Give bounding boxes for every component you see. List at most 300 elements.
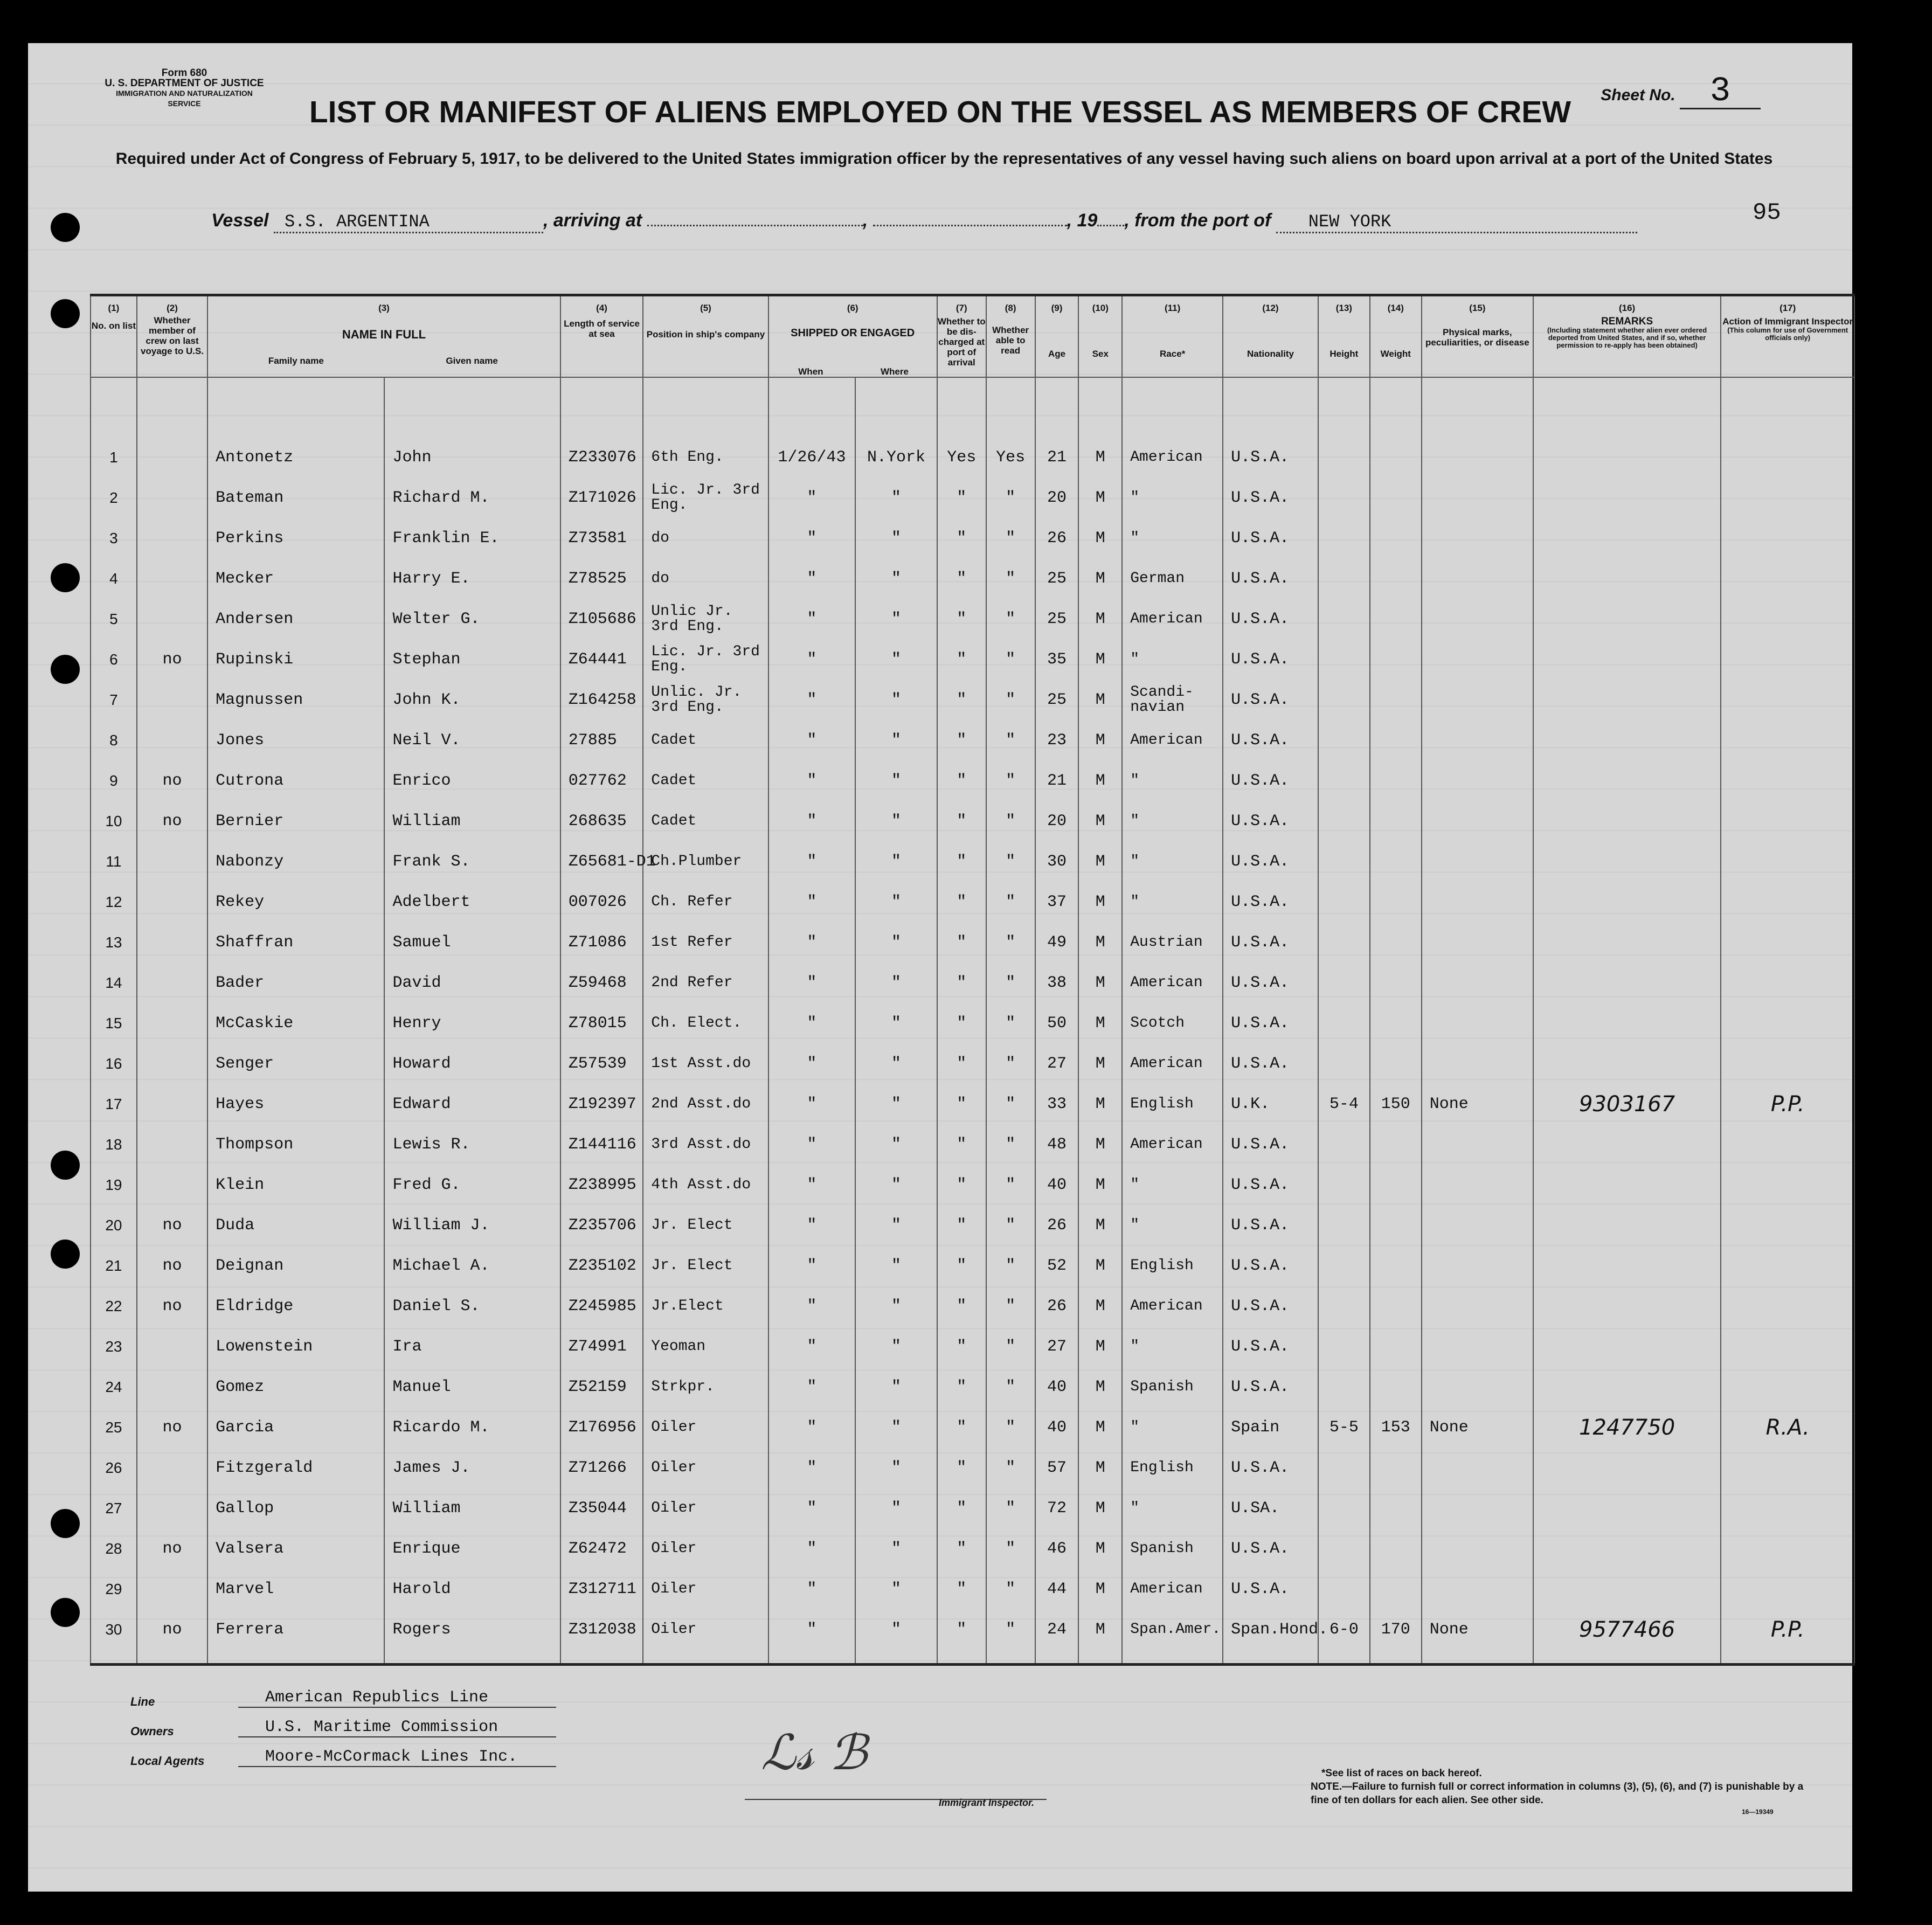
- inspector-action-cell: [1721, 1286, 1854, 1326]
- nationality-cell: U.S.A.: [1223, 1448, 1318, 1488]
- row-number: 6: [91, 639, 137, 680]
- shipped-where-cell: ": [855, 1569, 937, 1609]
- position-cell: Unlic Jr. 3rd Eng.: [643, 599, 768, 639]
- race-cell: ": [1122, 801, 1223, 841]
- sex-cell: M: [1078, 720, 1122, 760]
- given-name-cell: Edward: [384, 1084, 560, 1124]
- remarks-cell: [1533, 1569, 1721, 1609]
- height-cell: [1318, 882, 1370, 922]
- given-name-cell: Daniel S.: [384, 1286, 560, 1326]
- weight-cell: [1370, 1165, 1422, 1205]
- height-cell: [1318, 1326, 1370, 1367]
- prev-voyage-cell: [137, 518, 207, 558]
- position-cell: Cadet: [643, 801, 768, 841]
- row-number: 18: [91, 1124, 137, 1165]
- discharged-cell: ": [937, 518, 986, 558]
- shipped-when-cell: ": [768, 1407, 856, 1448]
- line-value: American Republics Line: [238, 1688, 556, 1708]
- given-name-cell: William: [384, 801, 560, 841]
- inspector-action-cell: [1721, 1367, 1854, 1407]
- physical-marks-cell: [1422, 1488, 1533, 1528]
- height-cell: [1318, 680, 1370, 720]
- row-number: 5: [91, 599, 137, 639]
- nationality-cell: Spain: [1223, 1407, 1318, 1448]
- able-to-read-cell: ": [986, 1084, 1035, 1124]
- inspector-action-cell: P.P.: [1721, 1084, 1854, 1124]
- race-cell: German: [1122, 558, 1223, 599]
- sheet-number-label: Sheet No.: [1601, 86, 1675, 104]
- weight-cell: [1370, 801, 1422, 841]
- position-cell: 6th Eng.: [643, 437, 768, 477]
- position-cell: Oiler: [643, 1407, 768, 1448]
- prev-voyage-cell: [137, 1165, 207, 1205]
- family-name-cell: Perkins: [207, 518, 384, 558]
- year-label: 19: [1077, 210, 1098, 231]
- prev-voyage-cell: [137, 680, 207, 720]
- height-cell: 5-5: [1318, 1407, 1370, 1448]
- inspector-action-cell: [1721, 801, 1854, 841]
- shipped-where-cell: N.York: [855, 437, 937, 477]
- prev-voyage-cell: no: [137, 760, 207, 801]
- inspector-action-cell: [1721, 1448, 1854, 1488]
- nationality-cell: U.K.: [1223, 1084, 1318, 1124]
- race-cell: Spanish: [1122, 1528, 1223, 1569]
- position-cell: Jr.Elect: [643, 1286, 768, 1326]
- remarks-cell: [1533, 1326, 1721, 1367]
- sex-cell: M: [1078, 639, 1122, 680]
- service-number-cell: Z192397: [560, 1084, 643, 1124]
- remarks-cell: [1533, 1528, 1721, 1569]
- nationality-cell: U.S.A.: [1223, 963, 1318, 1003]
- remarks-cell: [1533, 963, 1721, 1003]
- inspector-signature: ℒ𝓈 ℬ: [761, 1725, 868, 1781]
- age-cell: 44: [1035, 1569, 1079, 1609]
- prev-voyage-cell: no: [137, 1245, 207, 1286]
- physical-marks-cell: [1422, 1569, 1533, 1609]
- inspector-action-cell: [1721, 1205, 1854, 1245]
- able-to-read-cell: ": [986, 882, 1035, 922]
- age-cell: 26: [1035, 1286, 1079, 1326]
- service-number-cell: 268635: [560, 801, 643, 841]
- remarks-cell: [1533, 599, 1721, 639]
- shipped-when-cell: ": [768, 1084, 856, 1124]
- weight-cell: [1370, 639, 1422, 680]
- nationality-cell: U.S.A.: [1223, 437, 1318, 477]
- weight-cell: [1370, 1528, 1422, 1569]
- able-to-read-cell: ": [986, 639, 1035, 680]
- age-cell: 25: [1035, 599, 1079, 639]
- physical-marks-cell: None: [1422, 1084, 1533, 1124]
- given-name-cell: Fred G.: [384, 1165, 560, 1205]
- sex-cell: M: [1078, 1084, 1122, 1124]
- service-number-cell: 027762: [560, 760, 643, 801]
- shipped-when-cell: ": [768, 1043, 856, 1084]
- sex-cell: M: [1078, 1205, 1122, 1245]
- sex-cell: M: [1078, 760, 1122, 801]
- remarks-cell: [1533, 801, 1721, 841]
- inspector-action-cell: [1721, 963, 1854, 1003]
- prev-voyage-cell: [137, 841, 207, 882]
- given-name-cell: Howard: [384, 1043, 560, 1084]
- inspector-action-cell: [1721, 518, 1854, 558]
- shipped-where-cell: ": [855, 841, 937, 882]
- table-row: [91, 963, 1854, 1003]
- family-name-cell: Klein: [207, 1165, 384, 1205]
- position-cell: Jr. Elect: [643, 1245, 768, 1286]
- weight-cell: [1370, 963, 1422, 1003]
- inspector-action-cell: [1721, 477, 1854, 518]
- weight-cell: [1370, 1488, 1422, 1528]
- vessel-line: Vessel S.S. ARGENTINA , arriving at , , 19 , from the port of NEW YORK: [211, 210, 1637, 233]
- nationality-cell: U.S.A.: [1223, 1205, 1318, 1245]
- shipped-when-cell: ": [768, 1569, 856, 1609]
- age-cell: 40: [1035, 1367, 1079, 1407]
- given-name-cell: Enrico: [384, 760, 560, 801]
- height-cell: [1318, 1488, 1370, 1528]
- physical-marks-cell: [1422, 1003, 1533, 1043]
- table-row: [91, 1528, 1854, 1569]
- family-name-cell: Antonetz: [207, 437, 384, 477]
- given-name-cell: John K.: [384, 680, 560, 720]
- remarks-cell: 9577466: [1533, 1609, 1721, 1650]
- service-number-cell: Z245985: [560, 1286, 643, 1326]
- shipped-where-cell: ": [855, 1488, 937, 1528]
- service-number-cell: Z176956: [560, 1407, 643, 1448]
- discharged-cell: ": [937, 720, 986, 760]
- prev-voyage-cell: [137, 1569, 207, 1609]
- height-cell: [1318, 1003, 1370, 1043]
- shipped-when-cell: ": [768, 477, 856, 518]
- punch-hole: [51, 563, 80, 592]
- family-name-cell: McCaskie: [207, 1003, 384, 1043]
- able-to-read-cell: ": [986, 1003, 1035, 1043]
- race-cell: Span.Amer.: [1122, 1609, 1223, 1650]
- height-cell: [1318, 1124, 1370, 1165]
- form-number: Form 680: [161, 67, 207, 79]
- shipped-where-cell: ": [855, 1043, 937, 1084]
- row-number: 3: [91, 518, 137, 558]
- shipped-where-cell: ": [855, 1367, 937, 1407]
- remarks-cell: [1533, 558, 1721, 599]
- shipped-when-cell: ": [768, 1245, 856, 1286]
- row-number: 2: [91, 477, 137, 518]
- age-cell: 52: [1035, 1245, 1079, 1286]
- vessel-name: S.S. ARGENTINA: [274, 212, 543, 233]
- remarks-cell: [1533, 1003, 1721, 1043]
- weight-cell: [1370, 680, 1422, 720]
- row-number: 22: [91, 1286, 137, 1326]
- weight-cell: [1370, 841, 1422, 882]
- remarks-cell: [1533, 1043, 1721, 1084]
- family-name-cell: Nabonzy: [207, 841, 384, 882]
- table-row: [91, 558, 1854, 599]
- table-row: [91, 1609, 1854, 1650]
- inspector-action-cell: [1721, 1003, 1854, 1043]
- prev-voyage-cell: no: [137, 1407, 207, 1448]
- position-cell: Oiler: [643, 1528, 768, 1569]
- discharged-cell: ": [937, 801, 986, 841]
- given-name-cell: Franklin E.: [384, 518, 560, 558]
- shipped-where-cell: ": [855, 1165, 937, 1205]
- height-cell: [1318, 760, 1370, 801]
- position-cell: do: [643, 518, 768, 558]
- row-number: 17: [91, 1084, 137, 1124]
- discharged-cell: ": [937, 1609, 986, 1650]
- sex-cell: M: [1078, 1043, 1122, 1084]
- family-name-cell: Magnussen: [207, 680, 384, 720]
- service-number-cell: Z233076: [560, 437, 643, 477]
- given-name-cell: Richard M.: [384, 477, 560, 518]
- family-name-cell: Bader: [207, 963, 384, 1003]
- height-cell: [1318, 437, 1370, 477]
- shipped-where-cell: ": [855, 1124, 937, 1165]
- shipped-where-cell: ": [855, 760, 937, 801]
- row-number: 30: [91, 1609, 137, 1650]
- remarks-cell: 1247750: [1533, 1407, 1721, 1448]
- prev-voyage-cell: no: [137, 1528, 207, 1569]
- given-name-cell: Manuel: [384, 1367, 560, 1407]
- remarks-cell: [1533, 680, 1721, 720]
- inspector-action-cell: [1721, 760, 1854, 801]
- table-row: [91, 841, 1854, 882]
- remarks-cell: [1533, 922, 1721, 963]
- weight-cell: [1370, 882, 1422, 922]
- weight-cell: [1370, 1245, 1422, 1286]
- able-to-read-cell: ": [986, 1448, 1035, 1488]
- footer-owners: [130, 1718, 498, 1739]
- physical-marks-cell: [1422, 760, 1533, 801]
- shipped-when-cell: ": [768, 841, 856, 882]
- position-cell: do: [643, 558, 768, 599]
- inspector-action-cell: [1721, 922, 1854, 963]
- discharged-cell: ": [937, 1245, 986, 1286]
- able-to-read-cell: ": [986, 477, 1035, 518]
- inspector-action-cell: [1721, 1124, 1854, 1165]
- weight-cell: [1370, 1124, 1422, 1165]
- weight-cell: [1370, 720, 1422, 760]
- discharged-cell: ": [937, 1528, 986, 1569]
- age-cell: 27: [1035, 1043, 1079, 1084]
- age-cell: 24: [1035, 1609, 1079, 1650]
- physical-marks-cell: [1422, 518, 1533, 558]
- nationality-cell: U.S.A.: [1223, 558, 1318, 599]
- remarks-cell: [1533, 1488, 1721, 1528]
- table-row: [91, 518, 1854, 558]
- remarks-cell: [1533, 720, 1721, 760]
- able-to-read-cell: ": [986, 1407, 1035, 1448]
- remarks-cell: [1533, 760, 1721, 801]
- row-number: 15: [91, 1003, 137, 1043]
- given-name-cell: Lewis R.: [384, 1124, 560, 1165]
- position-cell: Ch. Refer: [643, 882, 768, 922]
- position-cell: Lic. Jr. 3rd Eng.: [643, 477, 768, 518]
- punch-hole: [51, 1240, 80, 1269]
- service-number-cell: Z71086: [560, 922, 643, 963]
- height-cell: [1318, 1286, 1370, 1326]
- nationality-cell: U.S.A.: [1223, 1165, 1318, 1205]
- race-cell: American: [1122, 720, 1223, 760]
- remarks-cell: [1533, 477, 1721, 518]
- prev-voyage-cell: [137, 1367, 207, 1407]
- nationality-cell: U.S.A.: [1223, 1367, 1318, 1407]
- position-cell: Cadet: [643, 720, 768, 760]
- weight-cell: [1370, 437, 1422, 477]
- table-row: [91, 1205, 1854, 1245]
- race-cell: ": [1122, 1205, 1223, 1245]
- nationality-cell: U.S.A.: [1223, 1286, 1318, 1326]
- discharged-cell: ": [937, 1084, 986, 1124]
- race-cell: ": [1122, 1488, 1223, 1528]
- prev-voyage-cell: [137, 1448, 207, 1488]
- row-number: 4: [91, 558, 137, 599]
- race-cell: Spanish: [1122, 1367, 1223, 1407]
- table-row: [91, 1286, 1854, 1326]
- weight-cell: [1370, 1043, 1422, 1084]
- height-cell: [1318, 922, 1370, 963]
- sex-cell: M: [1078, 841, 1122, 882]
- manifest-sheet: [28, 43, 1852, 1892]
- physical-marks-cell: [1422, 680, 1533, 720]
- weight-cell: [1370, 518, 1422, 558]
- physical-marks-cell: [1422, 1245, 1533, 1286]
- shipped-when-cell: ": [768, 599, 856, 639]
- col-age-header: (9) Age: [1035, 295, 1079, 378]
- age-cell: 49: [1035, 922, 1079, 963]
- service-number-cell: Z62472: [560, 1528, 643, 1569]
- given-name-cell: Welter G.: [384, 599, 560, 639]
- table-row: [91, 1124, 1854, 1165]
- discharged-cell: ": [937, 882, 986, 922]
- prev-voyage-cell: [137, 1084, 207, 1124]
- able-to-read-cell: ": [986, 1124, 1035, 1165]
- physical-marks-cell: [1422, 639, 1533, 680]
- nationality-cell: U.S.A.: [1223, 1569, 1318, 1609]
- remarks-cell: [1533, 1205, 1721, 1245]
- able-to-read-cell: ": [986, 1569, 1035, 1609]
- height-cell: [1318, 558, 1370, 599]
- table-row: [91, 1084, 1854, 1124]
- nationality-cell: U.S.A.: [1223, 760, 1318, 801]
- service-number-cell: Z74991: [560, 1326, 643, 1367]
- race-cell: English: [1122, 1084, 1223, 1124]
- age-cell: 30: [1035, 841, 1079, 882]
- service-number-cell: Z59468: [560, 963, 643, 1003]
- inspector-action-cell: [1721, 1488, 1854, 1528]
- table-row: [91, 882, 1854, 922]
- weight-cell: [1370, 1205, 1422, 1245]
- remarks-cell: [1533, 882, 1721, 922]
- col-service-header: (4) Length of service at sea: [560, 295, 643, 378]
- weight-cell: 150: [1370, 1084, 1422, 1124]
- family-name-cell: Thompson: [207, 1124, 384, 1165]
- discharged-cell: ": [937, 1003, 986, 1043]
- given-name-cell: David: [384, 963, 560, 1003]
- shipped-where-cell: ": [855, 801, 937, 841]
- race-cell: ": [1122, 477, 1223, 518]
- nationality-cell: U.S.A.: [1223, 1003, 1318, 1043]
- family-name-cell: Mecker: [207, 558, 384, 599]
- inspector-action-cell: R.A.: [1721, 1407, 1854, 1448]
- nationality-cell: U.S.A.: [1223, 1043, 1318, 1084]
- age-cell: 27: [1035, 1326, 1079, 1367]
- stamped-page-number: 95: [1753, 199, 1781, 226]
- table-bottom-rule: [91, 1650, 1854, 1665]
- height-cell: [1318, 477, 1370, 518]
- physical-marks-cell: [1422, 1367, 1533, 1407]
- given-name-cell: Neil V.: [384, 720, 560, 760]
- table-row: [91, 477, 1854, 518]
- table-row: [91, 1569, 1854, 1609]
- family-name-cell: Jones: [207, 720, 384, 760]
- service-number-cell: Z238995: [560, 1165, 643, 1205]
- given-name-cell: Adelbert: [384, 882, 560, 922]
- sex-cell: M: [1078, 1528, 1122, 1569]
- service-number-cell: Z235102: [560, 1245, 643, 1286]
- given-name-cell: William: [384, 1488, 560, 1528]
- family-name-cell: Lowenstein: [207, 1326, 384, 1367]
- nationality-cell: Span.Hond.: [1223, 1609, 1318, 1650]
- table-row: [91, 1326, 1854, 1367]
- col-shipped-header: (6) SHIPPED OR ENGAGED When Where: [768, 295, 937, 378]
- able-to-read-cell: ": [986, 963, 1035, 1003]
- position-cell: Cadet: [643, 760, 768, 801]
- nationality-cell: U.S.A.: [1223, 801, 1318, 841]
- age-cell: 21: [1035, 760, 1079, 801]
- family-name-cell: Gomez: [207, 1367, 384, 1407]
- physical-marks-cell: [1422, 437, 1533, 477]
- shipped-when-cell: ": [768, 1367, 856, 1407]
- line-label: Line: [130, 1695, 155, 1708]
- age-cell: 35: [1035, 639, 1079, 680]
- discharged-cell: ": [937, 599, 986, 639]
- family-name-cell: Marvel: [207, 1569, 384, 1609]
- remarks-cell: [1533, 1245, 1721, 1286]
- footnote: [1311, 1767, 1823, 1807]
- height-cell: [1318, 720, 1370, 760]
- discharged-cell: ": [937, 1205, 986, 1245]
- inspector-action-cell: [1721, 1165, 1854, 1205]
- page-subtitle: Required under Act of Congress of February 5, 1917, to be delivered to the United States immigration officer by the representatives of any vessel having such aliens on board upon arrival at a port of the United States: [115, 150, 1773, 168]
- shipped-where-cell: ": [855, 1448, 937, 1488]
- discharged-cell: ": [937, 841, 986, 882]
- weight-cell: [1370, 1569, 1422, 1609]
- col-action-header: (17) Action of Immigrant Inspector (This column for use of Government officials only): [1721, 295, 1854, 378]
- given-name-cell: John: [384, 437, 560, 477]
- races-note: *See list of races on back hereof.: [1321, 1768, 1482, 1779]
- shipped-when-cell: ": [768, 1488, 856, 1528]
- row-number: 28: [91, 1528, 137, 1569]
- footer-agents: [130, 1748, 518, 1768]
- able-to-read-cell: ": [986, 801, 1035, 841]
- shipped-where-cell: ": [855, 720, 937, 760]
- remarks-cell: [1533, 1448, 1721, 1488]
- nationality-cell: U.SA.: [1223, 1488, 1318, 1528]
- weight-cell: [1370, 922, 1422, 963]
- race-cell: American: [1122, 963, 1223, 1003]
- service-number-cell: Z73581: [560, 518, 643, 558]
- shipped-where-cell: ": [855, 1003, 937, 1043]
- physical-marks-cell: [1422, 477, 1533, 518]
- able-to-read-cell: ": [986, 1326, 1035, 1367]
- weight-cell: [1370, 1448, 1422, 1488]
- able-to-read-cell: ": [986, 922, 1035, 963]
- inspector-action-cell: [1721, 558, 1854, 599]
- table-row: [91, 1003, 1854, 1043]
- nationality-cell: U.S.A.: [1223, 518, 1318, 558]
- physical-marks-cell: None: [1422, 1407, 1533, 1448]
- prev-voyage-cell: no: [137, 801, 207, 841]
- shipped-when-cell: ": [768, 1448, 856, 1488]
